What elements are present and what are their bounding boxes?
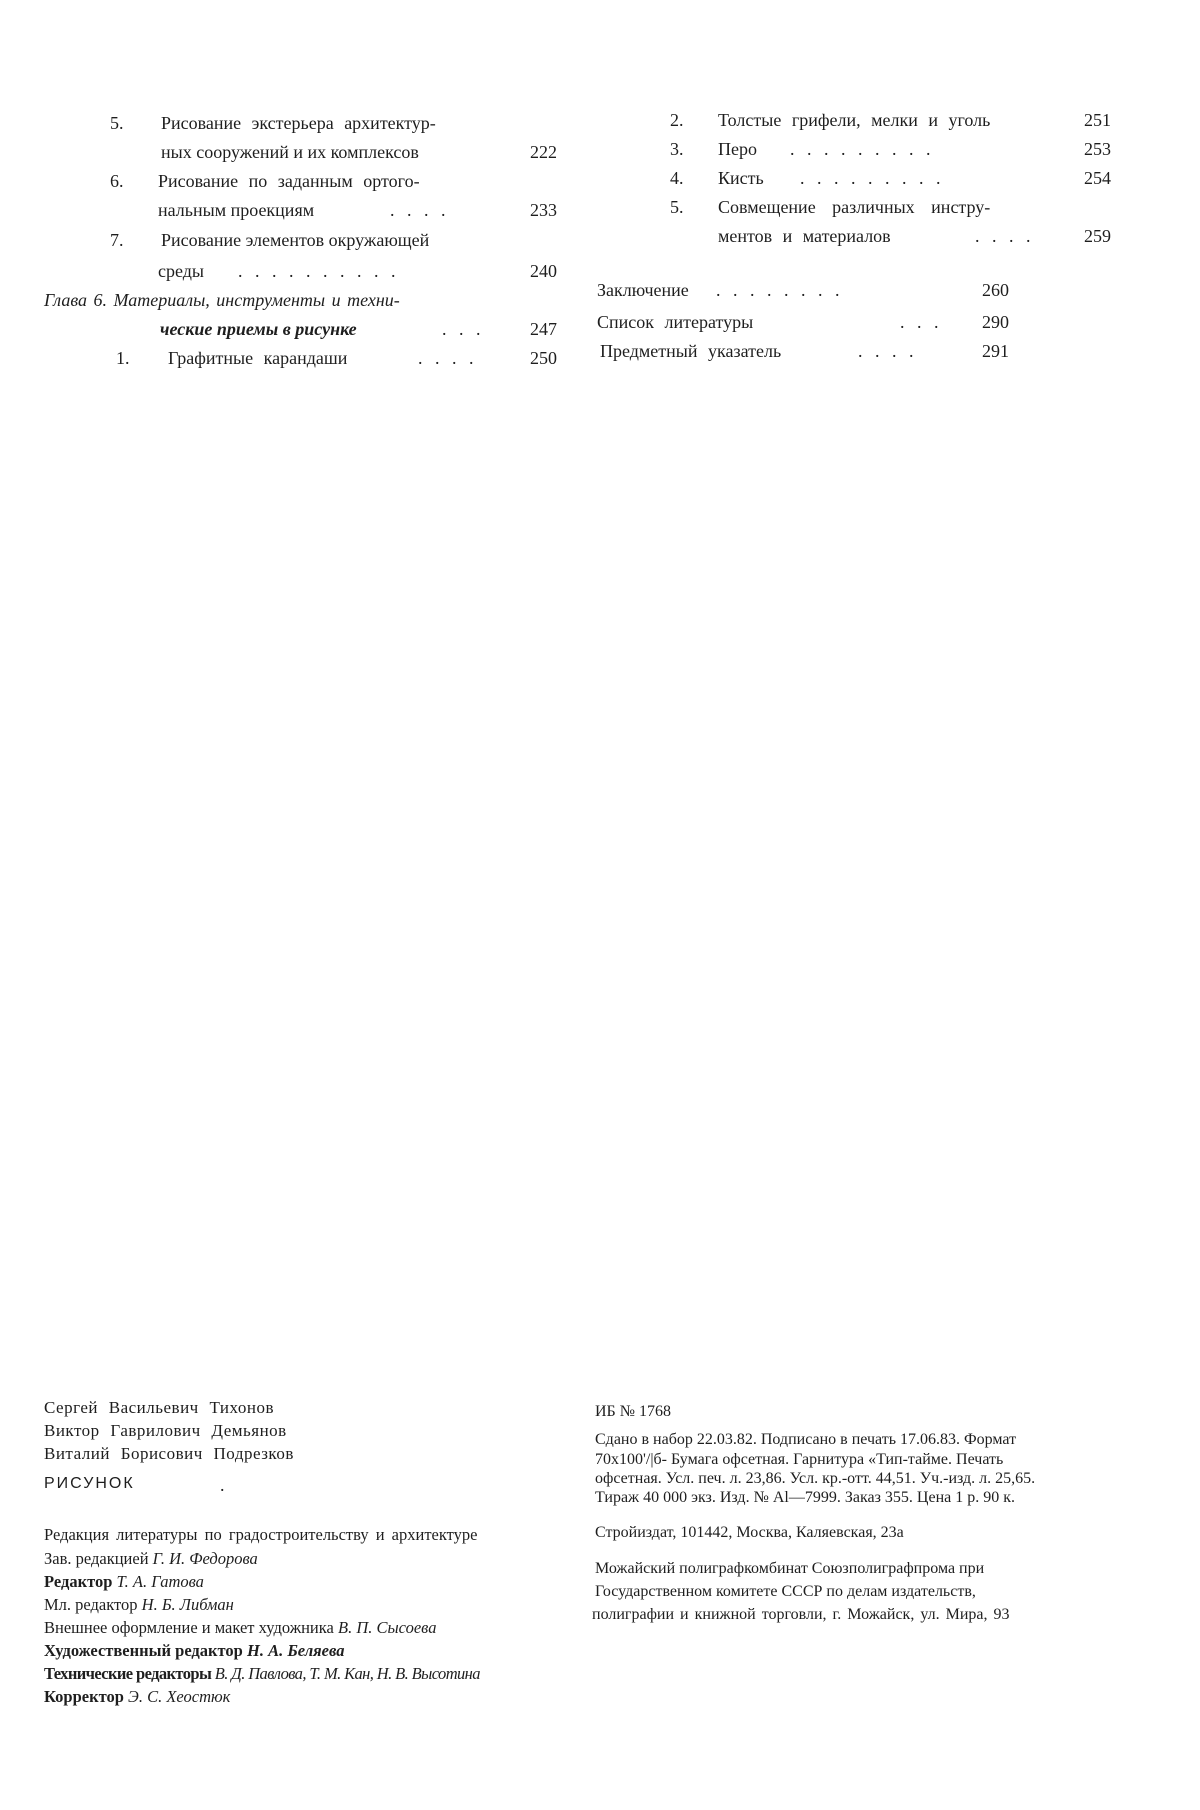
toc-page-number: 240	[530, 261, 557, 281]
toc-item-title-cont: нальным проекциям	[158, 200, 315, 220]
credit-name: В. Д. Павлова, Т. М. Кан, Н. В. Высотина	[214, 1664, 480, 1683]
editorial-office: Редакция литературы по градостроительству и архитектуре	[44, 1525, 478, 1544]
toc-item-number: 6.	[110, 171, 124, 191]
toc-item-number: 2.	[670, 110, 684, 130]
imprint-line: Тираж 40 000 экз. Изд. № Al—7999. Заказ 355. Цена 1 р. 90 к.	[595, 1489, 1015, 1506]
toc-leader-dots: . . . . . . . . .	[800, 168, 945, 188]
toc-page-number: 259	[1084, 226, 1111, 246]
toc-item-title-cont: ных сооружений и их комплексов	[161, 142, 419, 162]
imprint-line: Сдано в набор 22.03.82. Подписано в печать 17.06.83. Формат	[595, 1431, 1017, 1448]
credit-label: Внешнее оформление и макет художника	[44, 1618, 334, 1637]
toc-leader-dots: . . . .	[418, 348, 478, 368]
toc-page-number: 290	[982, 312, 1009, 332]
printer-line: полиграфии и книжной торговли, г. Можайск, ул. Мира, 93	[592, 1606, 1010, 1623]
author-name: Виталий Борисович Подрезков	[44, 1444, 294, 1463]
toc-item-number: 5.	[110, 113, 124, 133]
imprint-line: 70х100'/|б- Бумага офсетная. Гарнитура «Тип-тайме. Печать	[595, 1451, 1004, 1468]
credit-label: Мл. редактор	[44, 1595, 138, 1614]
credit-name: Г. И. Федорова	[152, 1549, 258, 1568]
title-dot: .	[220, 1475, 225, 1495]
toc-item-title: Список литературы	[597, 312, 754, 332]
toc-page-number: 291	[982, 341, 1009, 361]
toc-item-title: Толстые грифели, мелки и уголь	[718, 110, 991, 130]
credit-line	[44, 1618, 436, 1638]
credit-label: Художественный редактор	[44, 1641, 243, 1660]
toc-leader-dots: . . . .	[858, 341, 918, 361]
toc-item-title: Заключение	[597, 280, 689, 300]
credit-label: Технические редакторы	[44, 1664, 212, 1683]
credit-label: Редактор	[44, 1572, 113, 1591]
toc-item-number: 1.	[116, 348, 130, 368]
toc-item-title: Рисование элементов окружающей	[161, 230, 430, 250]
toc-page-number: 233	[530, 200, 557, 220]
credit-line	[44, 1549, 258, 1569]
toc-leader-dots: . . . .	[975, 226, 1035, 246]
toc-page-number: 253	[1084, 139, 1111, 159]
toc-leader-dots: . . .	[900, 312, 943, 332]
imprint-line: офсетная. Усл. печ. л. 23,86. Усл. кр.-отт. 44,51. Уч.-изд. л. 25,65.	[595, 1470, 1036, 1487]
toc-item-number: 3.	[670, 139, 684, 159]
toc-item-title: Совмещение различных инстру-	[718, 197, 991, 217]
toc-page-number: 260	[982, 280, 1009, 300]
toc-item-title: Перо	[718, 139, 757, 159]
book-title: РИСУНОК	[44, 1475, 135, 1492]
author-name: Виктор Гаврилович Демьянов	[44, 1421, 287, 1440]
author-name: Сергей Васильевич Тихонов	[44, 1398, 275, 1417]
toc-item-number: 7.	[110, 230, 124, 250]
credit-line	[44, 1595, 234, 1615]
printer-line: Можайский полиграфкомбинат Союзполиграфпрома при	[595, 1560, 985, 1577]
toc-item-title-cont: среды	[158, 261, 204, 281]
credit-line	[44, 1641, 345, 1661]
toc-leader-dots: . . . . . . . . . .	[238, 261, 400, 281]
ib-number: ИБ № 1768	[595, 1403, 672, 1420]
publisher-line: Стройиздат, 101442, Москва, Каляевская, 23а	[595, 1524, 904, 1541]
toc-leader-dots: . . .	[442, 319, 485, 339]
chapter-heading-cont: ческие приемы в рисунке	[160, 319, 357, 339]
credit-name: Э. С. Хеостюк	[128, 1687, 231, 1706]
toc-item-title: Графитные карандаши	[168, 348, 348, 368]
credit-name: Т. А. Гатова	[116, 1572, 204, 1591]
credit-line	[44, 1572, 204, 1592]
toc-page-number: 247	[530, 319, 557, 339]
credit-name: В. П. Сысоева	[337, 1618, 437, 1637]
credit-name: Н. А. Беляева	[246, 1641, 345, 1660]
toc-page-number: 251	[1084, 110, 1111, 130]
toc-page-number: 222	[530, 142, 557, 162]
toc-leader-dots: . . . . . . . . .	[790, 139, 935, 159]
toc-item-title: Кисть	[718, 168, 764, 188]
credit-label: Зав. редакцией	[44, 1549, 149, 1568]
toc-page-number: 250	[530, 348, 557, 368]
credit-label: Корректор	[44, 1687, 124, 1706]
toc-page-number: 254	[1084, 168, 1111, 188]
toc-leader-dots: . . . .	[390, 200, 450, 220]
toc-item-title: Рисование экстерьера архитектур-	[161, 113, 436, 133]
credit-line	[44, 1687, 230, 1707]
credit-line	[44, 1664, 480, 1684]
toc-item-title: Рисование по заданным ортого-	[158, 171, 420, 191]
toc-leader-dots: . . . . . . . .	[716, 280, 844, 300]
printer-line: Государственном комитете СССР по делам издательств,	[595, 1583, 976, 1600]
chapter-heading: Глава 6. Материалы, инструменты и техни-	[44, 290, 400, 310]
toc-item-number: 5.	[670, 197, 684, 217]
toc-item-title: Предметный указатель	[600, 341, 782, 361]
credit-name: Н. Б. Либман	[141, 1595, 234, 1614]
toc-item-number: 4.	[670, 168, 684, 188]
toc-item-title-cont: ментов и материалов	[718, 226, 891, 246]
